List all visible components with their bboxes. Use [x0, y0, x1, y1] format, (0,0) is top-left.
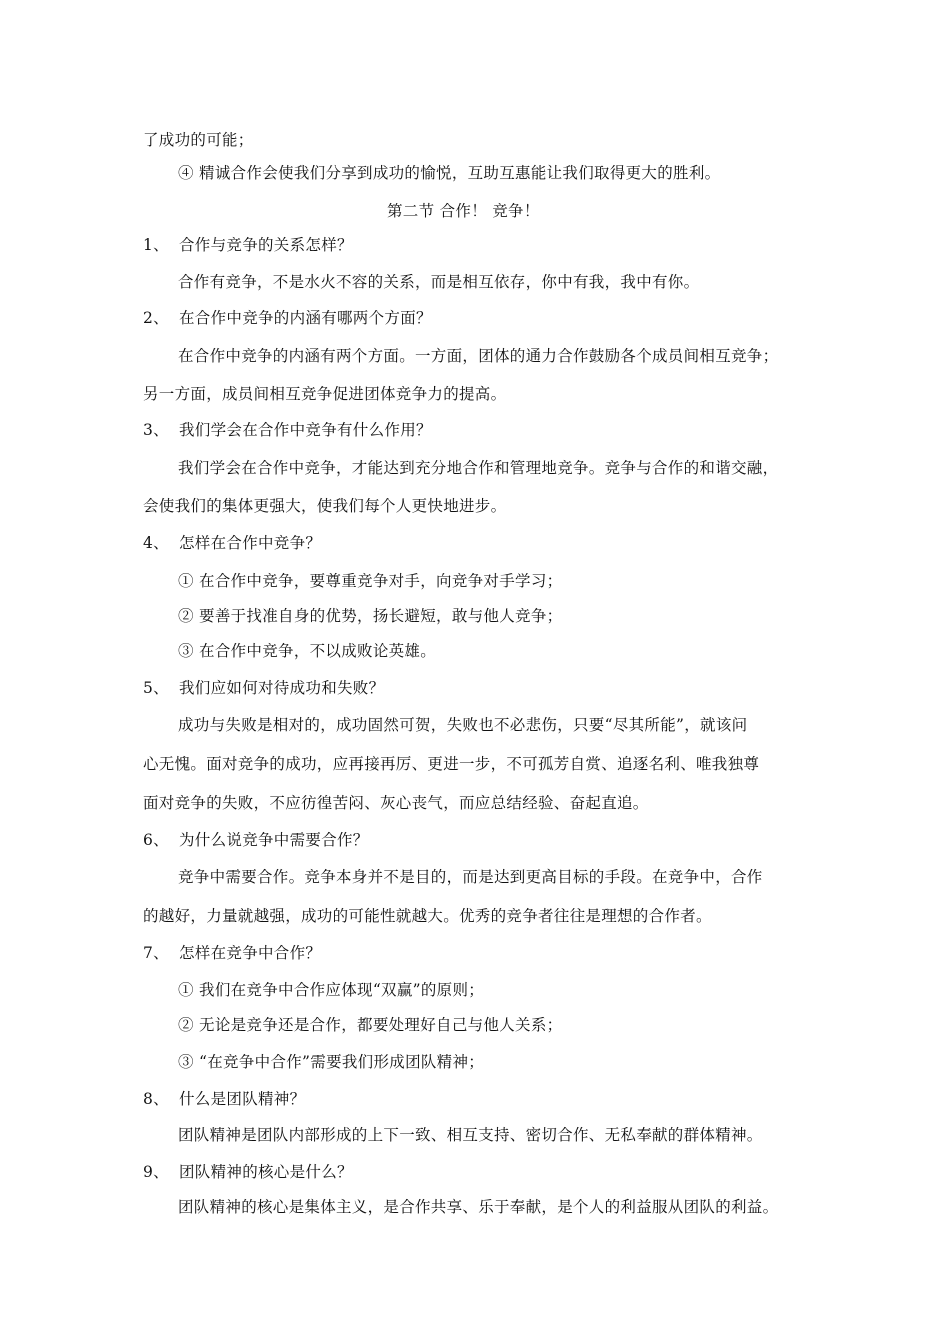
answer-line: 竞争中需要合作。竞争本身并不是目的，而是达到更高目标的手段。在竞争中，合作	[178, 868, 763, 886]
answer-line: 合作有竞争，不是水火不容的关系，而是相互依存，你中有我，我中有你。	[178, 273, 700, 291]
question-number: 9、	[143, 1163, 169, 1181]
list-item: ① 我们在竞争中合作应体现“双赢”的原则；	[178, 981, 485, 999]
answer-line: 面对竞争的失败，不应彷徨苦闷、灰心丧气，而应总结经验、奋起直追。	[143, 794, 649, 812]
question-text: 在合作中竞争的内涵有哪两个方面？	[179, 309, 432, 327]
question-row	[143, 308, 432, 328]
list-item: ② 无论是竞争还是合作，都要处理好自己与他人关系；	[178, 1016, 563, 1034]
section-heading: 第二节 合作！ 竞争！	[387, 202, 540, 220]
question-row	[143, 830, 369, 850]
question-number: 1、	[143, 236, 169, 254]
list-item: ④ 精诚合作会使我们分享到成功的愉悦，互助互惠能让我们取得更大的胜利。	[178, 164, 721, 182]
answer-line: 团队精神是团队内部形成的上下一致、相互支持、密切合作、无私奉献的群体精神。	[178, 1126, 763, 1144]
question-text: 怎样在合作中竞争？	[179, 534, 322, 552]
answer-line: 会使我们的集体更强大，使我们每个人更快地进步。	[143, 497, 507, 515]
answer-line: 我们学会在合作中竞争，才能达到充分地合作和管理地竞争。竞争与合作的和谐交融，	[178, 459, 779, 477]
question-text: 我们应如何对待成功和失败？	[179, 679, 385, 697]
answer-line: 团队精神的核心是集体主义，是合作共享、乐于奉献，是个人的利益服从团队的利益。	[178, 1198, 779, 1216]
question-number: 8、	[143, 1090, 169, 1108]
question-text: 团队精神的核心是什么？	[179, 1163, 353, 1181]
question-number: 7、	[143, 944, 169, 962]
question-number: 5、	[143, 679, 169, 697]
paragraph-line: 了成功的可能；	[143, 131, 254, 149]
question-number: 6、	[143, 831, 169, 849]
question-row	[143, 678, 384, 698]
question-text: 怎样在竞争中合作？	[179, 944, 322, 962]
question-row	[143, 1162, 353, 1182]
answer-line: 在合作中竞争的内涵有两个方面。一方面，团体的通力合作鼓励各个成员间相互竞争；	[178, 347, 779, 365]
question-number: 3、	[143, 421, 169, 439]
question-row	[143, 235, 353, 255]
answer-line: 另一方面，成员间相互竞争促进团体竞争力的提高。	[143, 385, 507, 403]
list-item: ① 在合作中竞争，要尊重竞争对手，向竞争对手学习；	[178, 572, 563, 590]
question-row	[143, 420, 432, 440]
question-text: 为什么说竞争中需要合作？	[179, 831, 369, 849]
list-item: ③ 在合作中竞争，不以成败论英雄。	[178, 642, 437, 660]
question-row	[143, 943, 321, 963]
list-item: ③ “在竞争中合作”需要我们形成团队精神；	[178, 1053, 485, 1071]
question-number: 4、	[143, 534, 169, 552]
question-text: 合作与竞争的关系怎样？	[179, 236, 353, 254]
answer-line: 心无愧。面对竞争的成功，应再接再厉、更进一步，不可孤芳自赏、追逐名利、唯我独尊	[143, 755, 760, 773]
question-row	[143, 533, 321, 553]
question-text: 我们学会在合作中竞争有什么作用？	[179, 421, 432, 439]
question-text: 什么是团队精神？	[179, 1090, 306, 1108]
answer-line: 成功与失败是相对的，成功固然可贺，失败也不必悲伤，只要“尽其所能”，就该问	[178, 716, 748, 734]
list-item: ② 要善于找准自身的优势，扬长避短，敢与他人竞争；	[178, 607, 563, 625]
question-row	[143, 1089, 305, 1109]
question-number: 2、	[143, 309, 169, 327]
answer-line: 的越好，力量就越强，成功的可能性就越大。优秀的竞争者往往是理想的合作者。	[143, 907, 712, 925]
